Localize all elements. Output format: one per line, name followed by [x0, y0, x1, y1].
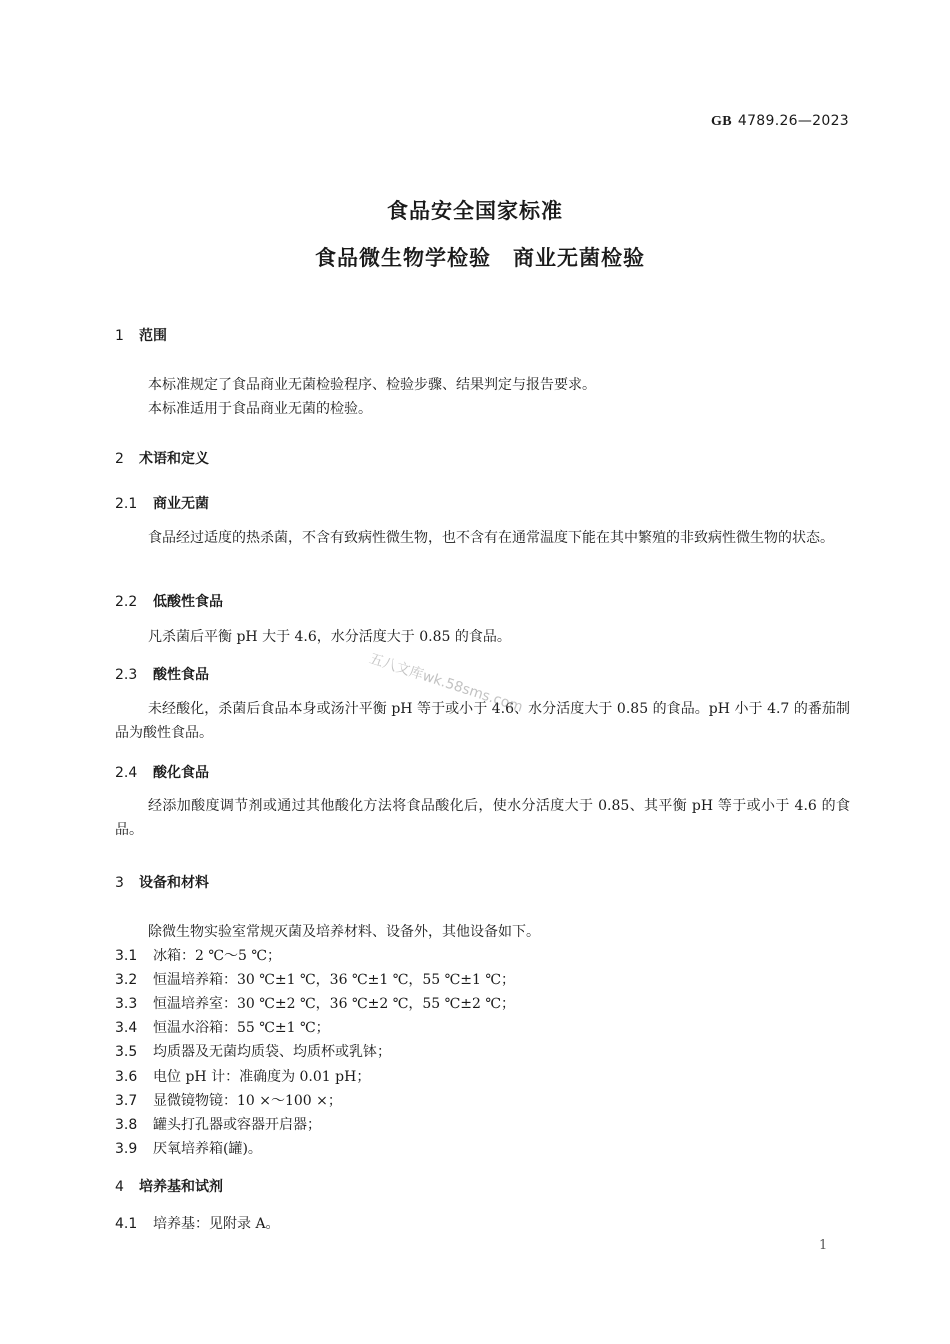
list-item: 3.5 均质器及无菌均质袋、均质杯或乳钵； [115, 1044, 391, 1060]
doc-title-main: 食品安全国家标准 [387, 199, 563, 223]
list-item: 4.1 培养基：见附录 A。 [115, 1216, 280, 1232]
paragraph: 食品经过适度的热杀菌，不含有致病性微生物，也不含有在通常温度下能在其中繁殖的非致病性微生物的状态。 [148, 530, 834, 546]
list-item: 3.3 恒温培养室：30 ℃±2 ℃，36 ℃±2 ℃，55 ℃±2 ℃； [115, 996, 516, 1012]
watermark: 五八文库wk.58sms.com [367, 650, 525, 716]
paragraph: 经添加酸度调节剂或通过其他酸化方法将食品酸化后，使水分活度大于 0.85、其平衡 pH 等于或小于 4.6 的食品。 [115, 798, 850, 838]
subsection-heading-2-3: 2.3 酸性食品 [115, 667, 209, 683]
list-item: 3.7 显微镜物镜：10 ×～100 ×； [115, 1093, 342, 1109]
section-heading-3: 3 设备和材料 [115, 875, 209, 891]
paragraph: 凡杀菌后平衡 pH 大于 4.6，水分活度大于 0.85 的食品。 [148, 629, 511, 645]
section-heading-2: 2 术语和定义 [115, 451, 209, 467]
page-number: 1 [819, 1238, 828, 1253]
list-item: 3.2 恒温培养箱：30 ℃±1 ℃，36 ℃±1 ℃，55 ℃±1 ℃； [115, 972, 516, 988]
paragraph: 除微生物实验室常规灭菌及培养材料、设备外，其他设备如下。 [148, 924, 540, 940]
subsection-heading-2-2: 2.2 低酸性食品 [115, 594, 223, 610]
section-heading-4: 4 培养基和试剂 [115, 1179, 223, 1195]
subsection-heading-2-4: 2.4 酸化食品 [115, 765, 209, 781]
paragraph: 本标准适用于食品商业无菌的检验。 [148, 401, 372, 417]
subsection-heading-2-1: 2.1 商业无菌 [115, 496, 209, 512]
list-item: 3.8 罐头打孔器或容器开启器； [115, 1117, 321, 1133]
section-heading-1: 1 范围 [115, 328, 167, 344]
list-item: 3.1 冰箱：2 ℃～5 ℃； [115, 948, 282, 964]
list-item: 3.4 恒温水浴箱：55 ℃±1 ℃； [115, 1020, 330, 1036]
list-item: 3.9 厌氧培养箱(罐)。 [115, 1141, 262, 1157]
standard-number: GB 4789.26—2023 [711, 113, 849, 129]
list-item: 3.6 电位 pH 计：准确度为 0.01 pH； [115, 1069, 371, 1085]
paragraph: 未经酸化，杀菌后食品本身或汤汁平衡 pH 等于或小于 4.6、水分活度大于 0.85 的食品。pH 小于 4.7 的番茄制品为酸性食品。 [115, 701, 850, 741]
paragraph: 本标准规定了食品商业无菌检验程序、检验步骤、结果判定与报告要求。 [148, 377, 596, 393]
doc-title-sub: 食品微生物学检验 商业无菌检验 [315, 246, 645, 270]
